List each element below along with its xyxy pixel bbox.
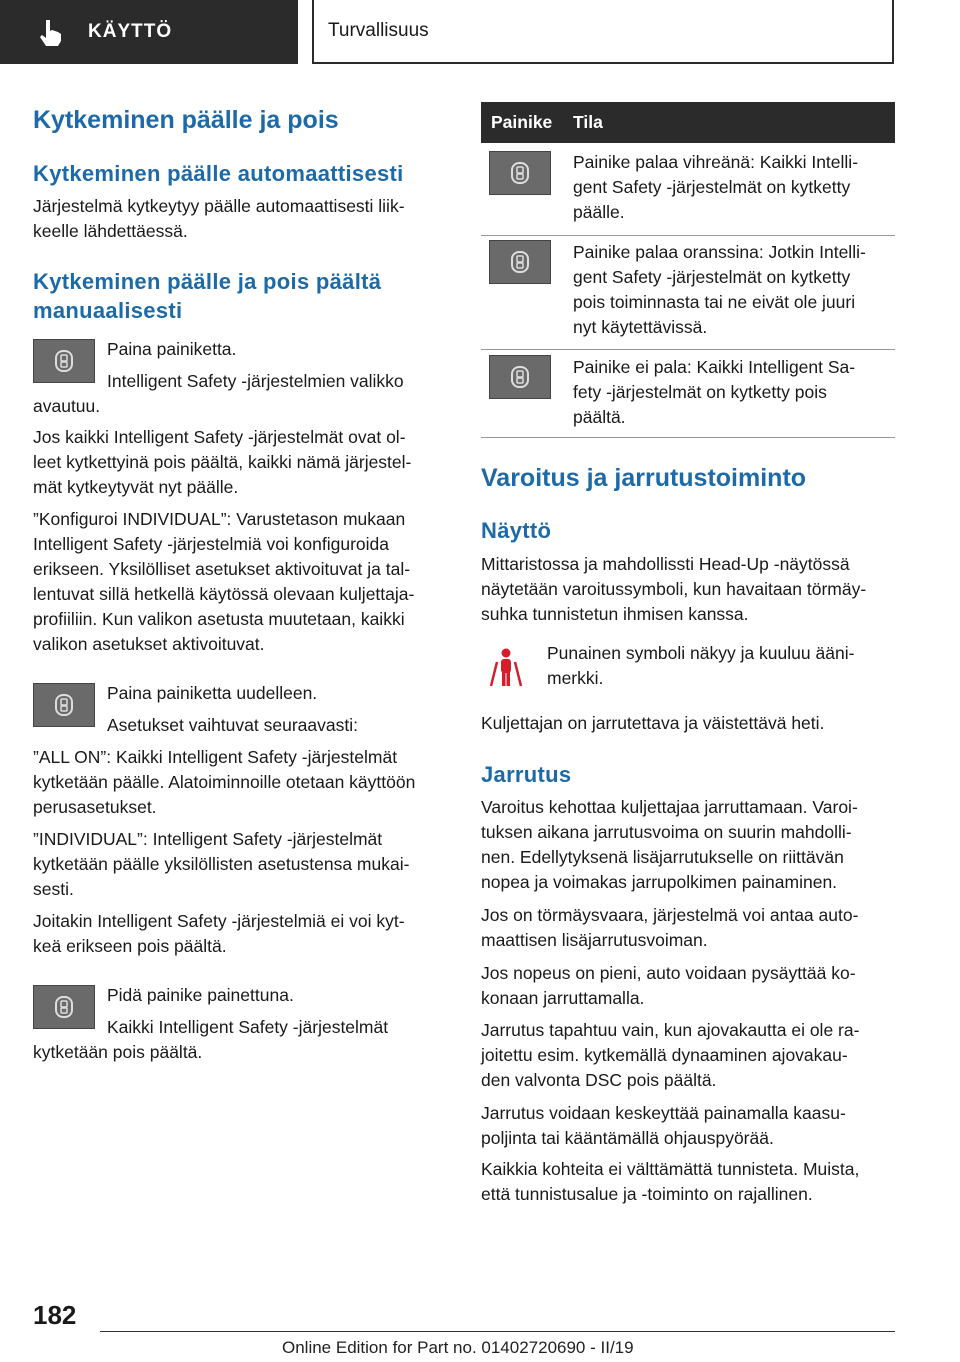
paragraph-line: Varoitus kehottaa kuljettajaa jarruttamaan. Varoi- xyxy=(481,797,858,817)
paragraph-2-line: Intelligent Safety -järjestelmiä voi konfiguroida xyxy=(33,534,390,554)
step-3: Pidä painike painettuna. xyxy=(107,985,294,1005)
chapter-title: KÄYTTÖ xyxy=(88,21,173,42)
paragraph-3 xyxy=(33,745,415,820)
paragraph-line: maattisen lisäjarrutusvoiman. xyxy=(481,930,708,950)
safety-button-image xyxy=(489,355,551,399)
table-row-3-text xyxy=(573,355,855,430)
intelligent-safety-icon xyxy=(510,161,530,185)
intelligent-safety-icon xyxy=(510,365,530,389)
paragraph-5 xyxy=(33,909,405,959)
table-cell-line: pois toiminnasta tai ne eivät ole juuri xyxy=(573,292,856,312)
paragraph-2-line: profiiliin. Kun valikon asetusta muutetaan, kaikki xyxy=(33,609,405,629)
paragraph-1-line: Jos kaikki Intelligent Safety -järjestelmät ovat ol- xyxy=(33,427,406,447)
paragraph-line: den valvonta DSC pois päältä. xyxy=(481,1070,717,1090)
step-3-result-2: kytketään pois päältä. xyxy=(33,1042,203,1062)
paragraph-line: Mittaristossa ja mahdollissti Head-Up -näytössä xyxy=(481,554,850,574)
footer-divider xyxy=(100,1331,895,1332)
paragraph-2-line: lentuvat sillä hetkellä käytössä olevaan kuljettaja- xyxy=(33,584,415,604)
chapter-tab[interactable] xyxy=(0,0,298,64)
brake-paragraph-6 xyxy=(481,1157,859,1207)
table-row-divider xyxy=(481,437,895,438)
heading-warning-braking: Varoitus ja jarrutustoiminto xyxy=(481,464,807,492)
step-1-result-1: Intelligent Safety -järjestelmien valikko xyxy=(107,371,404,391)
paragraph-line: Punainen symboli näkyy ja kuuluu ääni- xyxy=(547,643,855,663)
text-auto-2: keelle lähdettäessä. xyxy=(33,221,188,241)
intelligent-safety-icon xyxy=(54,693,74,717)
brake-paragraph-3 xyxy=(481,961,856,1011)
hand-pointer-icon xyxy=(36,17,66,47)
paragraph-line: että tunnistusalue ja -toiminto on rajallinen. xyxy=(481,1184,813,1204)
heading-braking: Jarrutus xyxy=(481,762,572,787)
section-title-box xyxy=(312,0,894,64)
paragraph-line: joitettu esim. kytkemällä dynaaminen ajovakau- xyxy=(481,1045,848,1065)
intelligent-safety-icon xyxy=(510,250,530,274)
table-cell-line: gent Safety -järjestelmät on kytketty xyxy=(573,267,851,287)
table-cell-line: Painike ei pala: Kaikki Intelligent Sa- xyxy=(573,357,856,377)
symbol-description xyxy=(547,641,854,691)
paragraph-1 xyxy=(33,425,411,500)
heading-display: Näyttö xyxy=(481,518,552,543)
brake-paragraph-4 xyxy=(481,1018,859,1093)
brake-paragraph-5 xyxy=(481,1101,846,1151)
table-cell-line: Painike palaa vihreänä: Kaikki Intelli- xyxy=(573,152,859,172)
paragraph-4-line: kytketään päälle yksilöllisten asetustensa mukai- xyxy=(33,854,410,874)
heading-switch-on-off: Kytkeminen päälle ja pois xyxy=(33,106,339,134)
paragraph-line: suhka tunnistetun ihmisen kanssa. xyxy=(481,604,749,624)
step-2-result: Asetukset vaihtuvat seuraavasti: xyxy=(107,715,358,735)
table-cell-line: fety -järjestelmät on kytketty pois xyxy=(573,382,827,402)
paragraph-line: konaan jarruttamalla. xyxy=(481,988,645,1008)
table-cell-line: päältä. xyxy=(573,407,626,427)
paragraph-2-line: ”Konfiguroi INDIVIDUAL”: Varustetason mukaan xyxy=(33,509,406,529)
table-header xyxy=(481,102,895,143)
safety-button-image xyxy=(489,240,551,284)
heading-manual-2: manuaalisesti xyxy=(33,298,183,323)
paragraph-3-line: ”ALL ON”: Kaikki Intelligent Safety -järjestelmät xyxy=(33,747,398,767)
section-title: Turvallisuus xyxy=(328,20,429,41)
table-row-divider xyxy=(481,235,895,236)
paragraph-display xyxy=(481,552,866,627)
page-number: 182 xyxy=(33,1300,77,1330)
text-auto-1: Järjestelmä kytkeytyy päälle automaattisesti liik- xyxy=(33,196,405,216)
safety-button-image xyxy=(33,985,95,1029)
intelligent-safety-icon xyxy=(54,995,74,1019)
paragraph-1-line: mät kytkeytyvät nyt päälle. xyxy=(33,477,239,497)
paragraph-line: Kaikkia kohteita ei välttämättä tunnisteta. Muista, xyxy=(481,1159,860,1179)
table-row-divider xyxy=(481,349,895,350)
brake-paragraph-2 xyxy=(481,903,858,953)
table-col-state: Tila xyxy=(573,112,603,132)
table-row-1-text xyxy=(573,150,858,225)
table-col-button: Painike xyxy=(491,112,553,132)
table-cell-line: gent Safety -järjestelmät on kytketty xyxy=(573,177,851,197)
safety-button-image xyxy=(33,683,95,727)
paragraph-4-line: ”INDIVIDUAL”: Intelligent Safety -järjestelmät xyxy=(33,829,383,849)
paragraph-line: Jos on törmäysvaara, järjestelmä voi antaa auto- xyxy=(481,905,859,925)
step-1: Paina painiketta. xyxy=(107,339,237,359)
paragraph-line: Jarrutus voidaan keskeyttää painamalla kaasu- xyxy=(481,1103,846,1123)
brake-paragraph-1 xyxy=(481,795,858,895)
step-2: Paina painiketta uudelleen. xyxy=(107,683,318,703)
paragraph-line: nopea ja voimakas jarrupolkimen painaminen. xyxy=(481,872,838,892)
edition-note: Online Edition for Part no. 01402720690 - II/19 xyxy=(282,1338,634,1357)
paragraph-line: Jos nopeus on pieni, auto voidaan pysäyttää ko- xyxy=(481,963,856,983)
paragraph-1-line: leet kytkettyinä pois päältä, kaikki nämä järjestel- xyxy=(33,452,412,472)
paragraph-3-line: perusasetukset. xyxy=(33,797,157,817)
paragraph-4-line: sesti. xyxy=(33,879,74,899)
safety-button-image xyxy=(33,339,95,383)
intelligent-safety-icon xyxy=(54,349,74,373)
safety-button-image xyxy=(489,151,551,195)
paragraph-line: nen. Edellytyksenä lisäjarrutukselle on riittävän xyxy=(481,847,844,867)
step-1-result-2: avautuu. xyxy=(33,396,101,416)
paragraph-2-line: valikon asetukset aktivoituvat. xyxy=(33,634,265,654)
paragraph-line: tuksen aikana jarrutusvoima on suurin mahdolli- xyxy=(481,822,852,842)
paragraph-5-line: keä erikseen pois päältä. xyxy=(33,936,227,956)
paragraph-line: Jarrutus tapahtuu vain, kun ajovakautta ei ole ra- xyxy=(481,1020,860,1040)
paragraph-3-line: kytketään päälle. Alatoiminnoille otetaan käyttöön xyxy=(33,772,416,792)
pedestrian-warning-icon xyxy=(481,646,531,690)
paragraph-5-line: Joitakin Intelligent Safety -järjestelmiä ei voi kyt- xyxy=(33,911,405,931)
driver-instruction: Kuljettajan on jarrutettava ja väistettävä heti. xyxy=(481,713,825,733)
paragraph-line: poljinta tai kääntämällä ohjauspyörää. xyxy=(481,1128,774,1148)
step-3-result-1: Kaikki Intelligent Safety -järjestelmät xyxy=(107,1017,389,1037)
table-cell-line: päälle. xyxy=(573,202,625,222)
heading-manual-1: Kytkeminen päälle ja pois päältä xyxy=(33,269,382,294)
paragraph-2 xyxy=(33,507,414,657)
table-cell-line: Painike palaa oranssina: Jotkin Intelli- xyxy=(573,242,866,262)
paragraph-4 xyxy=(33,827,409,902)
heading-auto: Kytkeminen päälle automaattisesti xyxy=(33,161,404,186)
paragraph-line: merkki. xyxy=(547,668,604,688)
table-row-2-text xyxy=(573,240,866,340)
paragraph-line: näytetään varoitussymboli, kun havaitaan törmäy- xyxy=(481,579,867,599)
table-cell-line: nyt käytettävissä. xyxy=(573,317,708,337)
paragraph-2-line: erikseen. Yksilölliset asetukset aktivoituvat ja tal- xyxy=(33,559,411,579)
